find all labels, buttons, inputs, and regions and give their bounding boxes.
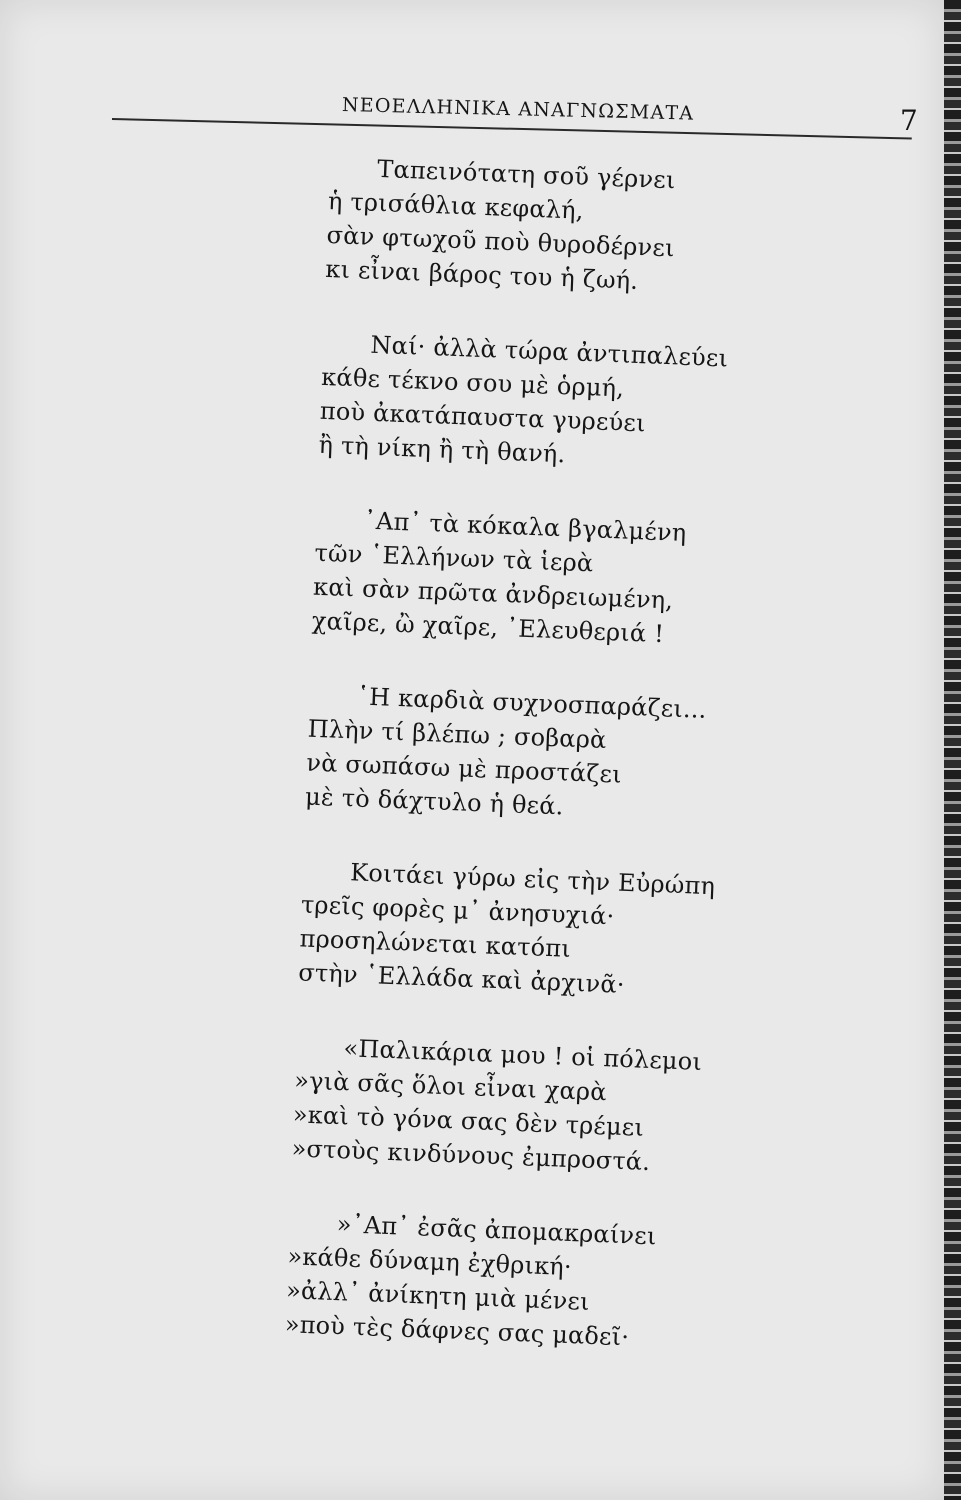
verse-line: ᾿Απ᾿ τὰ κόκαλα βγαλμένη <box>363 506 687 547</box>
verse-line: Πλὴν τί βλέπω ; σοβαρὰ <box>307 714 607 755</box>
verse-line: τρεῖς φορὲς μ᾿ ἀνησυχιά· <box>300 890 615 931</box>
stanza <box>298 853 743 1006</box>
verse-line: »καὶ τὸ γόνα σας δὲν τρέμει <box>292 1100 645 1142</box>
verse-line: »᾿Απ᾿ ἐσᾶς ἀπομακραίνει <box>336 1210 658 1251</box>
verse-line: μὲ τὸ δάχτυλο ἡ θεά. <box>304 782 565 821</box>
verse-line: στὴν ῾Ελλάδα καὶ ἀρχινᾶ· <box>297 958 626 999</box>
verse-line: »γιὰ σᾶς ὅλοι εἶναι χαρὰ <box>293 1066 608 1107</box>
stanza <box>311 502 756 655</box>
header-rule <box>112 118 912 140</box>
book-edge <box>944 0 961 1500</box>
verse-line: »ποὺ τὲς δάφνες σας μαδεῖ· <box>284 1310 630 1352</box>
verse-line: Ναί· ἀλλὰ τώρα ἀντιπαλεύει <box>370 330 729 373</box>
verse-line: νὰ σωπάσω μὲ προστάζει <box>305 748 623 789</box>
stanza <box>305 678 750 831</box>
stanza <box>325 150 770 303</box>
poem-verses <box>283 150 770 1398</box>
verse-line: προσηλώνεται κατόπι <box>299 924 572 963</box>
verse-line: καὶ σὰν πρῶτα ἀνδρειωμένη, <box>312 572 674 615</box>
running-header: ΝΕΟΕΛΛΗΝΙΚΑ ΑΝΑΓΝΩΣΜΑΤΑ <box>341 94 695 125</box>
verse-line: κι εἶναι βάρος του ἡ ζωή. <box>324 254 639 295</box>
verse-line: »κάθε δύναμη ἐχθρική· <box>286 1242 573 1282</box>
verse-line: κάθε τέκνο σου μὲ ὁρμή, <box>320 362 625 403</box>
verse-line: Ταπεινότατη σοῦ γέρνει <box>376 154 677 195</box>
verse-line: ἡ τρισάθλια κεφαλή, <box>327 186 585 225</box>
stanza <box>318 326 763 479</box>
verse-line: ποὺ ἀκατάπαυστα γυρεύει <box>319 396 647 438</box>
verse-line: σὰν φτωχοῦ ποὺ θυροδέρνει <box>326 220 676 263</box>
stanza <box>284 1205 729 1358</box>
verse-line: »ἀλλ᾿ ἀνίκητη μιὰ μένει <box>285 1276 591 1316</box>
page-number: 7 <box>900 104 918 137</box>
verse-line: χαῖρε, ὢ χαῖρε, ᾿Ελευθεριά ! <box>311 606 665 649</box>
verse-line: ῾Η καρδιὰ συχνοσπαράζει... <box>356 682 708 724</box>
verse-line: «Παλικάρια μου ! οἱ πόλεμοι <box>342 1034 703 1076</box>
verse-line: »στοὺς κινδύνους ἐμπροστά. <box>291 1134 651 1177</box>
verse-line: Κοιτάει γύρω εἰς τὴν Εὐρώπη <box>349 858 716 901</box>
stanza <box>291 1029 736 1182</box>
verse-line: τῶν ῾Ελλήνων τὰ ἱερὰ <box>313 538 594 578</box>
verse-line: ἢ τὴ νίκη ἢ τὴ θανή. <box>318 430 566 469</box>
